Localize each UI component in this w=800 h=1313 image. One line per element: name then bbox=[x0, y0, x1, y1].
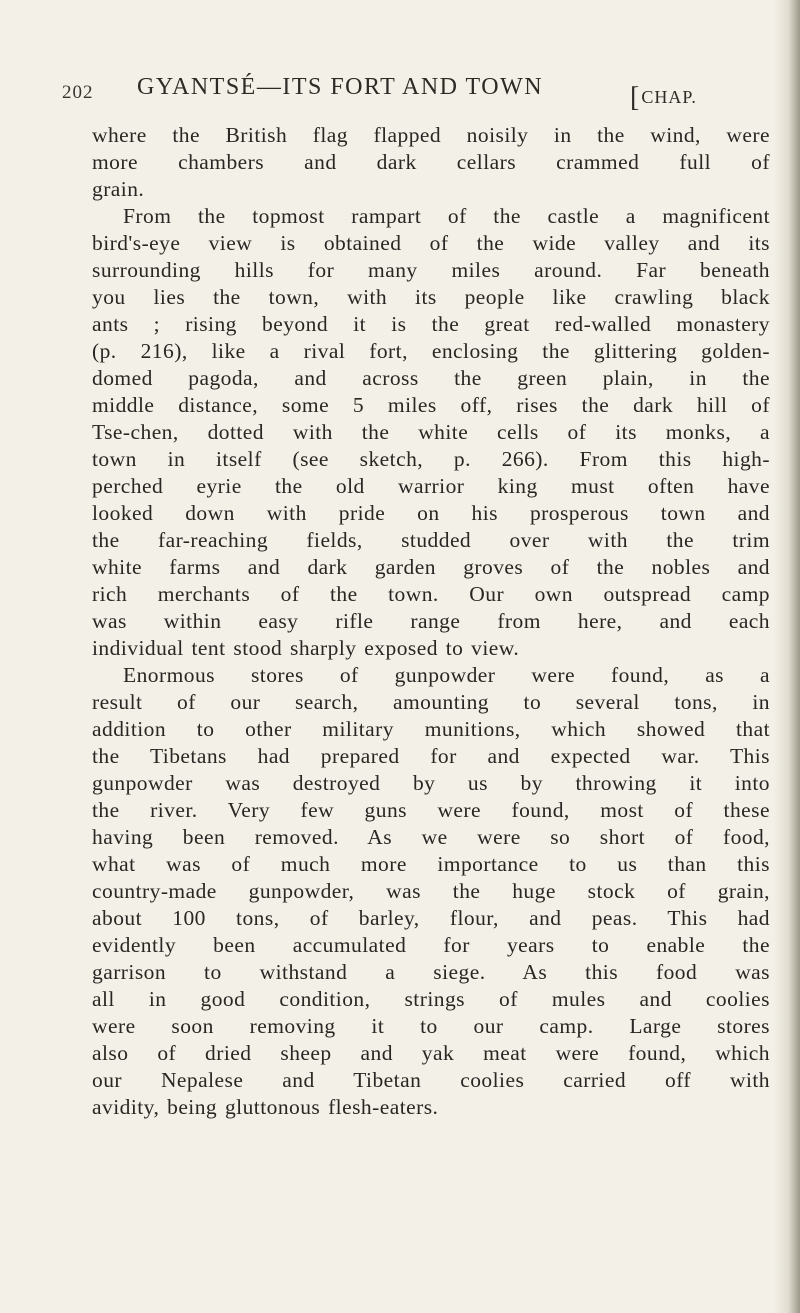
text-line: more chambers and dark cellars crammed full of bbox=[92, 150, 770, 174]
text-line: perched eyrie the old warrior king must often have bbox=[92, 474, 770, 498]
text-line: evidently been accumulated for years to enable the bbox=[92, 933, 770, 957]
chapter-mark bbox=[630, 79, 697, 111]
chapter-mark-bracket: [ bbox=[630, 82, 641, 113]
text-line: From the topmost rampart of the castle a magnificent bbox=[123, 204, 770, 228]
text-line: the Tibetans had prepared for and expected war. This bbox=[92, 744, 770, 768]
text-line: were soon removing it to our camp. Large stores bbox=[92, 1014, 770, 1038]
text-line: town in itself (see sketch, p. 266). From this high- bbox=[92, 447, 770, 471]
text-line: ants ; rising beyond it is the great red-walled monastery bbox=[92, 312, 770, 336]
chapter-mark-label: CHAP. bbox=[641, 87, 697, 107]
text-line: all in good condition, strings of mules and coolies bbox=[92, 987, 770, 1011]
text-line: middle distance, some 5 miles off, rises the dark hill of bbox=[92, 393, 770, 417]
text-line: what was of much more importance to us than this bbox=[92, 852, 770, 876]
text-line: the river. Very few guns were found, most of these bbox=[92, 798, 770, 822]
text-line: gunpowder was destroyed by us by throwing it into bbox=[92, 771, 770, 795]
text-line: Enormous stores of gunpowder were found, as a bbox=[123, 663, 770, 687]
text-line: the far-reaching fields, studded over with the trim bbox=[92, 528, 770, 552]
page-number: 202 bbox=[62, 82, 94, 103]
text-line: addition to other military munitions, which showed that bbox=[92, 717, 770, 741]
text-line: grain. bbox=[92, 177, 145, 201]
text-line: result of our search, amounting to several tons, in bbox=[92, 690, 770, 714]
text-line: about 100 tons, of barley, flour, and peas. This had bbox=[92, 906, 770, 930]
text-line: rich merchants of the town. Our own outspread camp bbox=[92, 582, 770, 606]
page-edge-shadow bbox=[774, 0, 800, 1313]
text-line: Tse-chen, dotted with the white cells of its monks, a bbox=[92, 420, 770, 444]
text-line: having been removed. As we were so short of food, bbox=[92, 825, 770, 849]
text-line: our Nepalese and Tibetan coolies carried off with bbox=[92, 1068, 770, 1092]
text-line: country-made gunpowder, was the huge stock of grain, bbox=[92, 879, 770, 903]
text-line: surrounding hills for many miles around. Far beneath bbox=[92, 258, 770, 282]
text-line: domed pagoda, and across the green plain, in the bbox=[92, 366, 770, 390]
text-line: garrison to withstand a siege. As this food was bbox=[92, 960, 770, 984]
text-line: white farms and dark garden groves of the nobles and bbox=[92, 555, 770, 579]
page-header bbox=[62, 74, 762, 113]
text-line: you lies the town, with its people like crawling black bbox=[92, 285, 770, 309]
text-line: looked down with pride on his prosperous town and bbox=[92, 501, 770, 525]
running-title: GYANTSÉ—ITS FORT AND TOWN bbox=[137, 74, 544, 100]
text-line: was within easy rifle range from here, and each bbox=[92, 609, 770, 633]
text-line: bird's-eye view is obtained of the wide valley and its bbox=[92, 231, 770, 255]
text-line: also of dried sheep and yak meat were found, which bbox=[92, 1041, 770, 1065]
text-line: avidity, being gluttonous flesh-eaters. bbox=[92, 1095, 439, 1119]
text-line: (p. 216), like a rival fort, enclosing the glittering golden- bbox=[92, 339, 770, 363]
text-line: where the British flag flapped noisily in the wind, were bbox=[92, 123, 770, 147]
body-text bbox=[92, 122, 770, 1121]
text-line: individual tent stood sharply exposed to view. bbox=[92, 636, 520, 660]
